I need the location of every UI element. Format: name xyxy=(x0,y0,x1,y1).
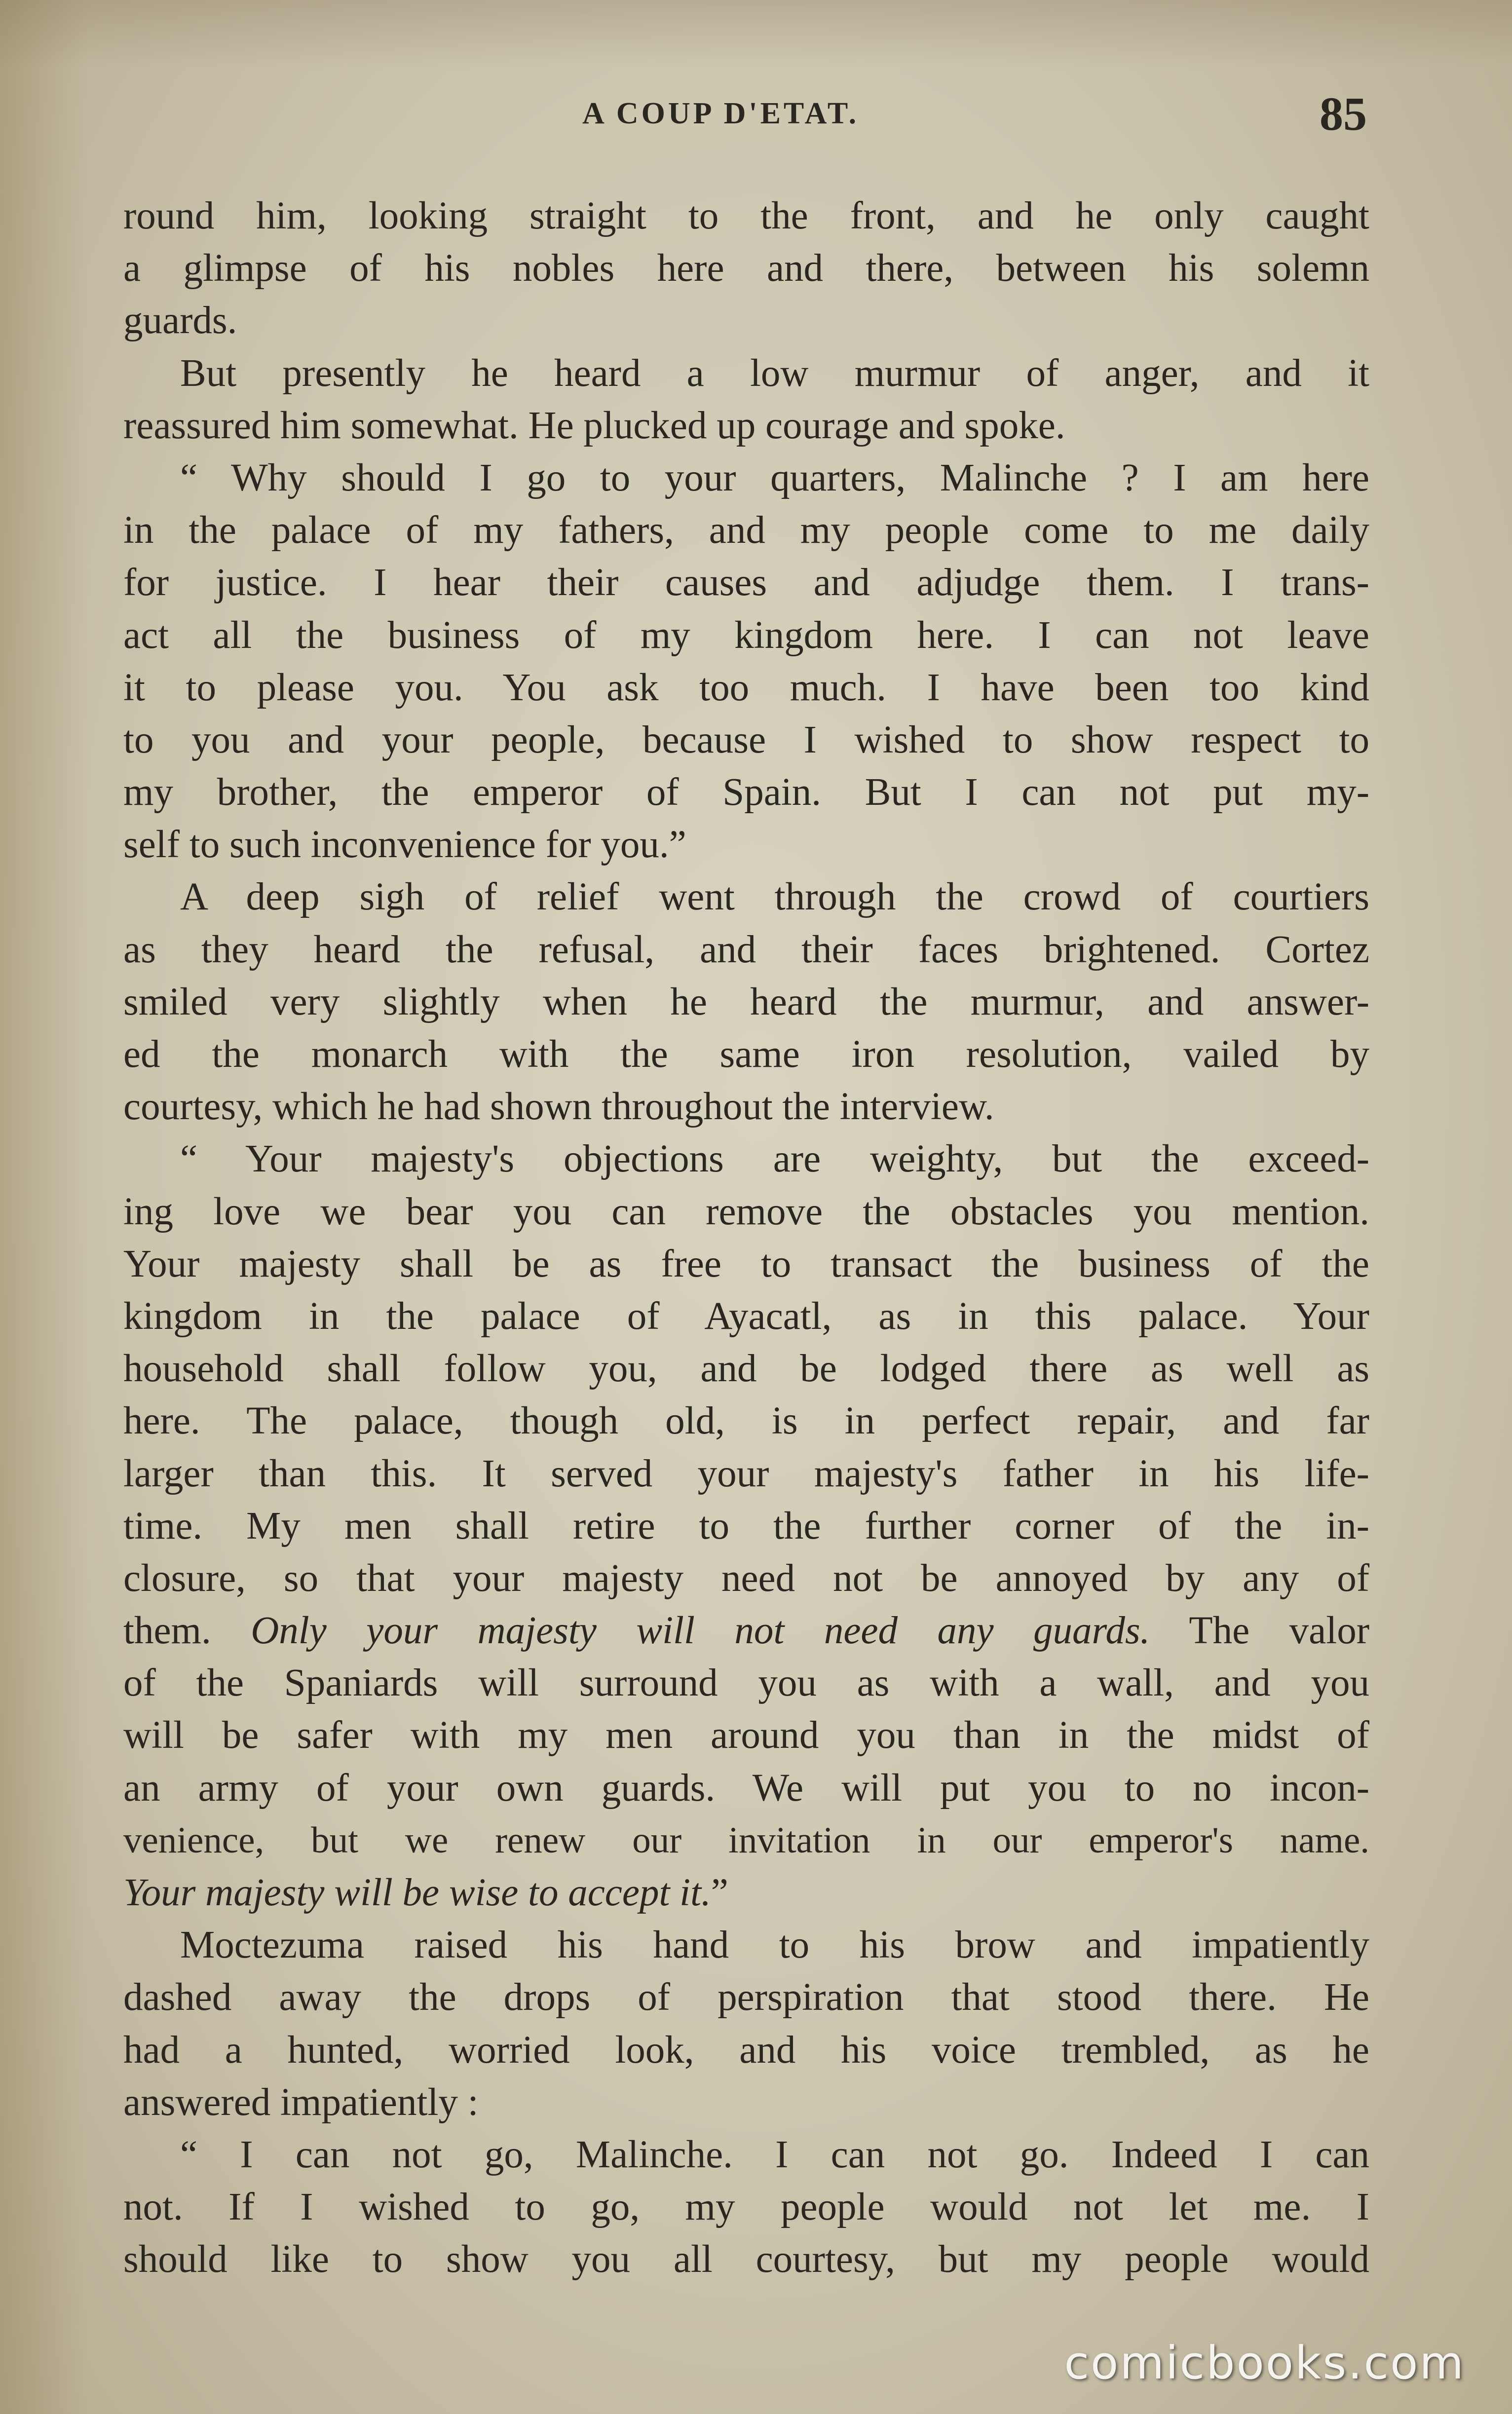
text-run: The valor xyxy=(1189,1609,1370,1653)
text-line: my brother, the emperor of Spain. But I can not put my- xyxy=(123,771,1369,814)
text-line: not. If I wished to go, my people would not let me. I xyxy=(123,2186,1369,2229)
italic-text-run: Your majesty will be wise to accept it. xyxy=(123,1871,711,1914)
text-line: for justice. I hear their causes and adjudge them. I trans- xyxy=(123,561,1369,604)
text-line: courtesy, which he had shown throughout the interview. xyxy=(123,1085,994,1129)
text-line: Your majesty shall be as free to transact the business of the xyxy=(123,1242,1369,1285)
text-run: them. xyxy=(123,1609,211,1653)
text-line: had a hunted, worried look, and his voice trembled, as he xyxy=(123,2028,1369,2072)
text-line: will be safer with my men around you than in the midst of xyxy=(123,1714,1369,1757)
text-line: A deep sigh of relief went through the crowd of courtiers xyxy=(180,875,1369,919)
text-line: of the Spaniards will surround you as with a wall, and you xyxy=(123,1661,1369,1705)
text-line: ing love we bear you can remove the obstacles you mention. xyxy=(123,1190,1369,1233)
text-line: household shall follow you, and be lodged there as well as xyxy=(123,1347,1369,1391)
watermark: comicbooks.com xyxy=(1064,2337,1465,2389)
page-top-stain xyxy=(0,0,1512,69)
text-line: But presently he heard a low murmur of anger, and it xyxy=(180,351,1369,395)
page-edge-stain xyxy=(0,0,89,2414)
text-line: time. My men shall retire to the further corner of the in- xyxy=(123,1504,1369,1547)
text-line: Moctezuma raised his hand to his brow and impatiently xyxy=(180,1924,1369,1967)
text-line: an army of your own guards. We will put you to no incon- xyxy=(123,1766,1369,1810)
body-text xyxy=(123,190,1369,2286)
text-line: here. The palace, though old, is in perfect repair, and far xyxy=(123,1399,1369,1443)
text-line: larger than this. It served your majesty's father in his life- xyxy=(123,1452,1369,1495)
text-line: a glimpse of his nobles here and there, between his solemn xyxy=(123,247,1369,290)
text-line: reassured him somewhat. He plucked up courage and spoke. xyxy=(123,404,1065,447)
text-line: closure, so that your majesty need not be annoyed by any of xyxy=(123,1556,1369,1600)
text-line: self to such inconvenience for you.” xyxy=(123,823,686,867)
text-line: should like to show you all courtesy, but my people would xyxy=(123,2238,1369,2281)
text-line: as they heard the refusal, and their faces brightened. Cortez xyxy=(123,928,1369,971)
text-line: dashed away the drops of perspiration that stood there. He xyxy=(123,1976,1369,2019)
text-line-italic xyxy=(123,1867,1369,1919)
italic-text-run: Only your majesty will not need any guards. xyxy=(251,1609,1150,1653)
text-line: “ Your majesty's objections are weighty, but the exceed- xyxy=(180,1137,1369,1181)
text-line: ed the monarch with the same iron resolution, vailed by xyxy=(123,1033,1369,1076)
text-line: act all the business of my kingdom here. I can not leave xyxy=(123,613,1369,657)
text-line: round him, looking straight to the front, and he only caught xyxy=(123,194,1369,237)
text-line: “ Why should I go to your quarters, Malinche ? I am here xyxy=(180,456,1369,499)
text-line: it to please you. You ask too much. I have been too kind xyxy=(123,666,1369,709)
text-line: “ I can not go, Malinche. I can not go. Indeed I can xyxy=(180,2133,1369,2176)
text-line: venience, but we renew our invitation in our emperor's name. xyxy=(123,1819,1369,1861)
running-head xyxy=(123,86,1367,146)
text-line: smiled very slightly when he heard the murmur, and answer- xyxy=(123,980,1369,1023)
closing-quote: ” xyxy=(711,1871,728,1914)
text-line: in the palace of my fathers, and my people come to me daily xyxy=(123,509,1369,552)
text-line: guards. xyxy=(123,299,237,342)
text-line-mixed xyxy=(123,1605,1369,1657)
page-number: 85 xyxy=(1320,87,1367,140)
text-line: answered impatiently : xyxy=(123,2080,479,2124)
running-head-title: A COUP D'ETAT. xyxy=(582,97,860,130)
text-line: to you and your people, because I wished to show respect to xyxy=(123,718,1369,761)
text-line: kingdom in the palace of Ayacatl, as in this palace. Your xyxy=(123,1294,1369,1338)
